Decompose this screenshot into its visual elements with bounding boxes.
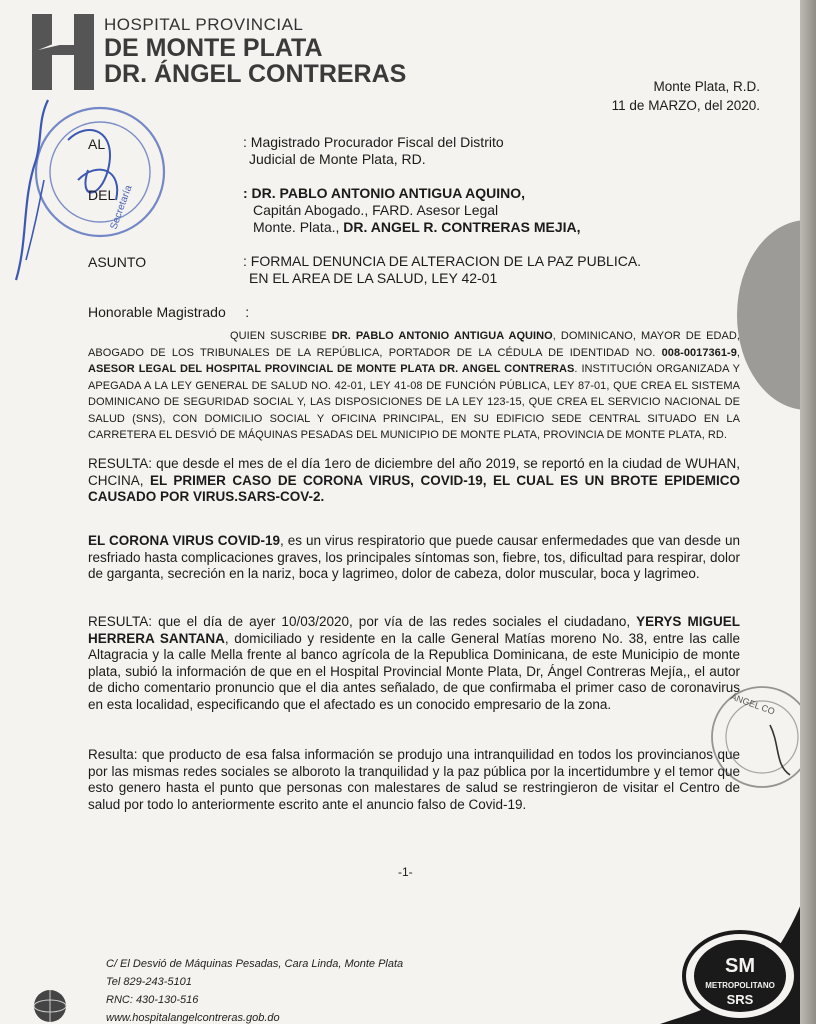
srs-logo-icon (660, 880, 800, 1024)
footer-address: C/ El Desvió de Máquinas Pesadas, Cara Linda, Monte Plata (106, 958, 404, 970)
from-line-3-plain: Monte. Plata., (253, 219, 344, 235)
resulta1-text-a: RESULTA: que desde el mes de el día 1ero de diciembre del año 2019, se reportó en la ciudad de WUHAN, CHCINA, (88, 456, 740, 488)
footer-tel: Tel 829-243-5101 (106, 976, 192, 988)
srs-line-1: METROPOLITANO (705, 981, 775, 990)
resulta-paragraph-2 (88, 614, 740, 713)
salutation: Honorable Magistrado : (88, 304, 250, 320)
logo-line-1: HOSPITAL PROVINCIAL (104, 15, 304, 34)
virus-text-a: EL CORONA VIRUS COVID-19 (88, 533, 281, 548)
virus-text-b: , es un virus respiratorio que puede causar enfermedades que van desde un resfriado hasta complicaciones graves, los principales síntomas son, fiebre, tos, dificultad para respirar, dolor de garganta, secreción en la nariz, boca y lagrimeo, dolor de cabeza, dolor muscular, boca y lagrimeo. (88, 533, 740, 581)
from-line-3 (243, 219, 581, 236)
subject-value (243, 253, 641, 287)
subject-label: ASUNTO (88, 254, 147, 270)
to-label: AL (88, 136, 106, 152)
footer-web[interactable]: www.hospitalangelcontreras.gob.do (106, 1012, 280, 1024)
from-line-2: Capitán Abogado., FARD. Asesor Legal (253, 202, 499, 218)
globe-icon (28, 984, 72, 1024)
page-number: -1- (398, 865, 413, 879)
subject-line-1: : FORMAL DENUNCIA DE ALTERACION DE LA PAZ PUBLICA. (243, 253, 642, 269)
srs-line-2: SRS (726, 992, 754, 1007)
to-value (243, 134, 504, 168)
caps-text-d: 008-0017361-9 (661, 346, 737, 359)
resulta2-text-c: , domiciliado y residente en la calle General Matías moreno No. 38, entre las calle Altagracia y la calle Mella frente al banco agrícola de la Republica Dominicana, de este Municipio de monte plata, subió la información de que en el Hospital Provincial Monte Plata, Dr, Ángel Contreras Mejía,, el autor de dicho comentario pronuncio que el dia antes señalado, de que confirmaba el primer caso de coronavirus en esta localidad, especificando que el afectado es un conocido empresario de la zona. (88, 630, 741, 712)
resulta2-text-a: RESULTA: que el día de ayer 10/03/2020, por vía de las redes sociales el ciudadano, (88, 614, 637, 629)
dateline-place: Monte Plata, R.D. (653, 79, 760, 94)
logo-line-3: DR. ÁNGEL CONTRERAS (104, 60, 407, 88)
caps-text-c: , DOMINICANO, MAYOR DE EDAD, ABOGADO DE LOS TRIBUNALES DE LA REPÚBLICA, PORTADOR DE LA CÉDULA DE IDENTIDAD NO. (88, 330, 741, 359)
legal-stamp-icon (700, 665, 800, 815)
to-line-1: : Magistrado Procurador Fiscal del Distrito (243, 134, 504, 150)
footer (106, 955, 403, 1024)
page-edge (800, 0, 816, 1024)
stamp-left-text: Secretaría (108, 183, 135, 232)
caps-text-g: . INSTITUCIÓN ORGANIZADA Y APEGADA A LA LEY GENERAL DE SALUD NO. 42-01, LEY 41-08 DE FUNCIÓN PÚBLICA, LEY 87-01, QUE CREA EL SISTEMA DOMINICANO DE SEGURIDAD SOCIAL Y, LAS DISPOSICIONES DE LA LEY 123-15, QUE CREA EL SERVICIO NACIONAL DE SALUD (SNS), CON DOMICILIO SOCIAL Y OFICINA PRINCIPAL, EN SU EDIFICIO SEDE CENTRAL SITUADO EN LA CARRETERA EL DESVIÓ DE MÁQUINAS PESADAS DEL MUNICIPIO DE MONTE PLATA, PROVINCIA DE MONTE PLATA, RD. (88, 363, 741, 441)
resulta-paragraph-1 (88, 456, 740, 506)
caps-text-b: DR. PABLO ANTONIO ANTIGUA AQUINO (331, 330, 553, 342)
to-line-2: Judicial de Monte Plata, RD. (249, 151, 426, 167)
from-line-1: : DR. PABLO ANTONIO ANTIGUA AQUINO, (243, 185, 526, 201)
from-label: DEL (88, 187, 116, 203)
resulta1-text-b: EL PRIMER CASO DE CORONA VIRUS, COVID-19, EL CUAL ES UN BROTE EPIDEMICO CAUSADO POR VIRUS.SARS-COV-2. (88, 472, 740, 504)
srs-brand: SM (725, 955, 755, 977)
resulta2-text-b: YERYS MIGUEL HERRERA SANTANA (88, 614, 740, 646)
resulta-paragraph-3: Resulta: que producto de esa falsa información se produjo una intranquilidad en todos los provincianos que por las mismas redes sociales se alboroto la tranquilidad y la paz pública por la incertidumbre y el temor que esto genero hasta el punto que personas con malestares de salud se restringieron de visitar el Centro de salud por todo lo anteriormente escrito ante el anuncio falso de Covid-19. (88, 747, 740, 812)
identity-paragraph (88, 328, 740, 444)
stamp-right-text: ÁNGEL CO (729, 691, 777, 717)
subject-line-2: EN EL AREA DE LA SALUD, LEY 42-01 (249, 270, 498, 286)
dateline-date: 11 de MARZO, del 2020. (611, 98, 760, 113)
from-value (243, 185, 581, 236)
caps-text-a: QUIEN SUSCRIBE (230, 330, 332, 342)
virus-paragraph (88, 533, 740, 583)
from-line-3-bold: DR. ANGEL R. CONTRERAS MEJIA, (343, 219, 581, 235)
logo-line-2: DE MONTE PLATA (104, 34, 323, 62)
dateline (612, 77, 760, 115)
caps-text-e: , (736, 346, 740, 359)
caps-text-f: ASESOR LEGAL DEL HOSPITAL PROVINCIAL DE MONTE PLATA DR. ANGEL CONTRERAS (88, 363, 575, 375)
footer-rnc: RNC: 430-130-516 (106, 994, 199, 1006)
